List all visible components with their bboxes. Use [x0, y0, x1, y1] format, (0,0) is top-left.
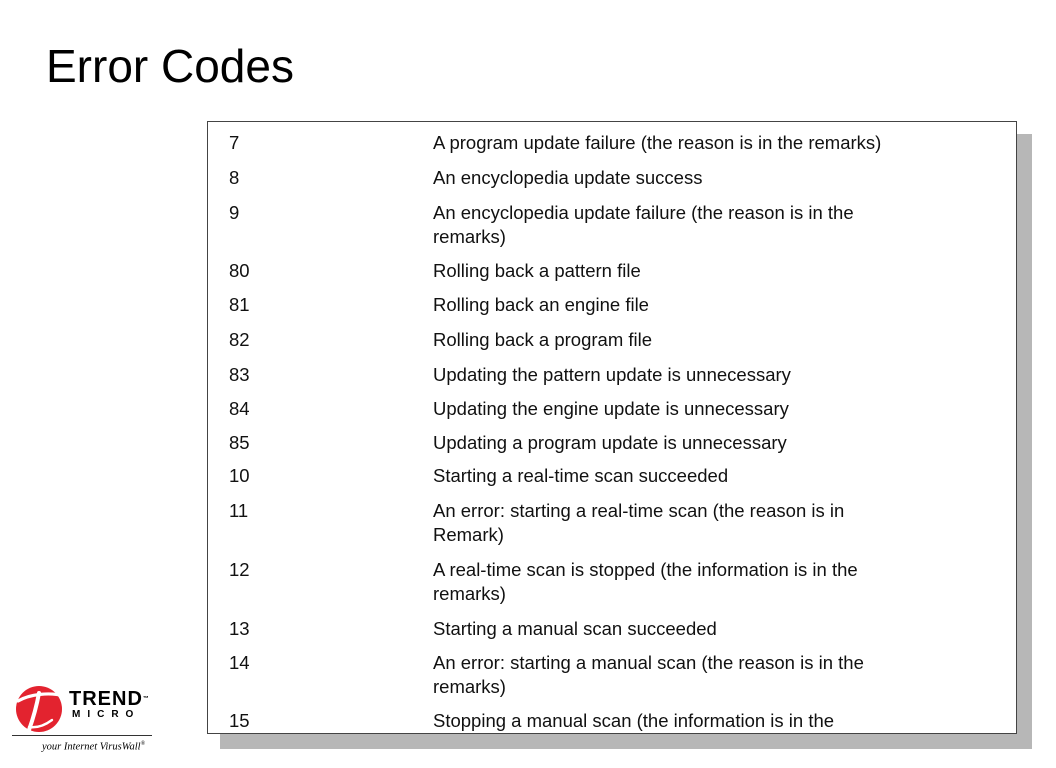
error-code: 82 [229, 329, 250, 350]
error-description [433, 201, 1003, 249]
logo-divider [12, 735, 152, 736]
error-description [433, 651, 1003, 699]
error-description-line: An encyclopedia update failure (the reason is in the [433, 202, 854, 223]
error-code: 8 [229, 167, 240, 188]
logo-brand-bottom: MICRO [72, 709, 141, 720]
logo-tagline: your Internet VirusWall® [42, 741, 146, 753]
error-description-line: An error: starting a real-time scan (the reason is in [433, 500, 845, 521]
error-description [433, 431, 1003, 455]
table-row [208, 363, 1003, 387]
error-description [433, 166, 1003, 190]
error-description-line: Rolling back an engine file [433, 294, 649, 315]
error-description [433, 131, 1003, 155]
table-row [208, 259, 1003, 283]
error-code: 12 [229, 559, 250, 580]
error-description-line: An encyclopedia update success [433, 167, 703, 188]
error-description-line: Updating the engine update is unnecessary [433, 398, 789, 419]
error-description [433, 464, 1003, 488]
error-description-line: A real-time scan is stopped (the information is in the [433, 559, 858, 580]
error-code: 85 [229, 432, 250, 453]
error-description [433, 617, 1003, 641]
error-code: 80 [229, 260, 250, 281]
table-row [208, 397, 1003, 421]
error-description-line: Rolling back a program file [433, 329, 653, 350]
error-code: 81 [229, 294, 250, 315]
error-description-line: A program update failure (the reason is in the remarks) [433, 132, 882, 153]
table-row [208, 201, 1003, 249]
error-code-table [207, 121, 1017, 734]
error-description [433, 499, 1003, 547]
error-code: 84 [229, 398, 250, 419]
error-description-line: Rolling back a pattern file [433, 260, 641, 281]
error-description [433, 558, 1003, 606]
trend-micro-logo [12, 684, 162, 754]
error-description-line: An error: starting a manual scan (the reason is in the [433, 652, 864, 673]
error-code: 10 [229, 465, 250, 486]
slide-title: Error Codes [46, 40, 294, 92]
error-description [433, 397, 1003, 421]
error-description [433, 328, 1003, 352]
error-code: 14 [229, 652, 250, 673]
error-code: 15 [229, 710, 250, 731]
error-description-line: Updating a program update is unnecessary [433, 432, 787, 453]
table-row [208, 328, 1003, 352]
table-row [208, 431, 1003, 455]
error-description [433, 709, 1003, 733]
error-code: 11 [229, 500, 249, 521]
error-description [433, 259, 1003, 283]
table-row [208, 709, 1003, 733]
error-code: 7 [229, 132, 240, 153]
table-row [208, 464, 1003, 488]
error-description [433, 293, 1003, 317]
table-row [208, 499, 1003, 547]
error-description-line: Stopping a manual scan (the information is in the [433, 710, 835, 731]
table-row [208, 131, 1003, 155]
error-description-line: Starting a manual scan succeeded [433, 618, 717, 639]
error-code: 13 [229, 618, 250, 639]
logo-brand-top: TREND™ [69, 688, 150, 710]
error-description-line: remarks) [433, 226, 506, 247]
table-row [208, 558, 1003, 606]
error-description-line: remarks) [433, 583, 506, 604]
error-description-line: Remark) [433, 524, 504, 545]
trend-micro-logo-icon [12, 684, 68, 734]
table-row [208, 651, 1003, 699]
error-code: 9 [229, 202, 240, 223]
table-row [208, 166, 1003, 190]
table-row [208, 617, 1003, 641]
error-description-line: Starting a real-time scan succeeded [433, 465, 729, 486]
table-row [208, 293, 1003, 317]
error-description [433, 363, 1003, 387]
error-description-line: Updating the pattern update is unnecessary [433, 364, 791, 385]
error-code: 83 [229, 364, 250, 385]
error-description-line: remarks) [433, 676, 506, 697]
